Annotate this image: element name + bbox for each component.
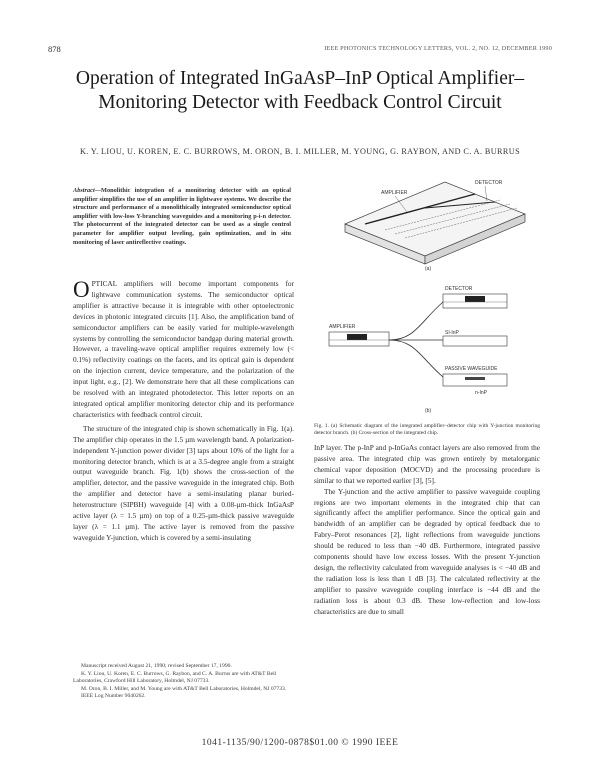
page-number: 878 [48,44,61,54]
footnotes [73,663,294,701]
journal-header: IEEE PHOTONICS TECHNOLOGY LETTERS, VOL. 2, NO. 12, DECEMBER 1990 [324,45,552,52]
label-ninp: n-InP [475,390,487,396]
label-waveguide: PASSIVE WAVEGUIDE [445,366,498,372]
copyright-footer: 1041-1135/90/1200-0878$01.00 © 1990 IEEE [201,738,399,748]
abstract-text: Monolithic integration of a monitoring detector with an optical amplifier simplifies the use of an amplifier in lightwave systems. We describe the structure and performance of a monolithically integrated semiconductor optical amplifier with low-loss Y-branching waveguides and a monitoring p-i-n detector. The photocurrent of the integrated detector can be used as a single control parameter for amplifier output leveling, gain optimization, and in situ monitoring of laser antireflective coatings. [73,187,291,246]
figure-1a-chip-schematic [345,180,525,272]
label-detector-section: DETECTOR [445,286,473,292]
intro-paragraph [73,279,294,421]
structure-paragraph: The structure of the integrated chip is shown schematically in Fig. 1(a). The amplifier chip operates in the 1.5 µm wavelength band. A polarization-independent Y-junction power divider [3] taps about 10% of the light for a monitoring detector branch, which is at a 3.5-degree angle from a straight output waveguide branch. Fig. 1(b) shows the cross-section of the amplifier, detector, and the passive waveguide in the integrated chip. Both the amplifier and detector have a semi-insulating planar buried-heterostructure (SIPBH) waveguide [4] with a 0.08-µm-thick InGaAsP active layer (λ = 1.5 µm) on top of a 0.25-µm-thick passive waveguide layer (λ = 1.1 µm). The active layer is removed from the passive waveguide Y-junction, which is covered by a semi-insulating [73,423,294,542]
right-paragraph-2: The Y-junction and the active amplifier to passive waveguide coupling regions are two important elements in the integrated chip that can significantly affect the amplifier performance. Since the optical gain and bandwidth of an amplifier can be degraded by optical feedback due to Fabry–Perot resonances [2], light reflections from waveguide junctions should be reduced to less than −40 dB. Furthermore, integrated passive components should have low excess losses. With the present Y-junction design, the reflectivity calculated from waveguide analyses is < −40 dB and the radiation loss is less than 1 dB [3]. The calculated reflectivity at the amplifier to passive waveguide coupling interface is −44 dB and the radiation loss is about 0.3 dB. These low-reflection and low-loss characteristics are due to small [314,486,540,616]
abstract-label: Abstract— [73,187,101,194]
figure-caption: Fig. 1. (a) Schematic diagram of the integrated amplifier–detector chip with Y-junction monitoring detector branch. (b) Cross-section of the integrated chip. [314,423,540,436]
label-detector: DETECTOR [475,180,503,186]
label-b: (b) [425,408,432,414]
footnote-ieee-log: IEEE Log Number 9040262. [81,693,146,700]
label-a: (a) [425,266,432,272]
right-paragraph-1: InP layer. The p-InP and p-InGaAs contact layers are also removed from the passive area. The integrated chip was grown entirely by metalorganic chemical vapor deposition (MOCVD) and the processing procedure is similar to that we reported earlier [3], [5]. [314,443,540,485]
drop-cap: O [73,277,90,302]
author-list: K. Y. LIOU, U. KOREN, E. C. BURROWS, M. ORON, B. I. MILLER, M. YOUNG, G. RAYBON, AND C. A. BURRUS [79,147,521,156]
footnote-manuscript: Manuscript received August 21, 1990; revised September 17, 1990. [81,663,232,669]
paper-title: Operation of Integrated InGaAsP–InP Optical Amplifier–Monitoring Detector with Feedback Control Circuit [75,68,525,113]
intro-text: PTICAL amplifiers will become important components for lightwave communication systems. The semiconductor optical amplifier is attractive because it is integrable with other optoelectronic devices in photonic integrated circuits [1]. Also, the amplification band of semiconductor amplifiers can be easily varied for multiple-wavelength systems by controlling the semiconductor bandgap during material growth. However, a traveling-wave optical amplifier requires extremely low (< 0.1%) reflectivity coatings on the facets, and its optical gain is dependent on the injection current, device temperature, and the polarization of the input light, e.g., [2]. We demonstrate here that all these complications can be resolved with an integrated photodetector. This letter reports on an integrated optical amplifier monitoring detector chip and its performance characteristics with feedback control circuit. [73,279,294,419]
label-amplifier-section: AMPLIFIER [329,324,356,330]
label-sipbh: SI-InP [445,330,459,336]
abstract [73,187,291,247]
footnote-affiliation-2: M. Oron, B. I. Miller, and M. Young are with AT&T Bell Laboratories, Holmdel, NJ 07733. [81,685,287,692]
figure-1b-cross-section [329,286,507,414]
figure-1 [325,172,545,420]
body-left-column [73,279,294,544]
footnote-affiliation-1: K. Y. Liou, U. Koren, E. C. Burrows, G. Raybon, and C. A. Burrus are with AT&T Bell Laboratories, Crawford Hill Laboratory, Holmdel, NJ 07733. [73,670,277,685]
label-amplifier: AMPLIFIER [381,190,408,196]
body-right-column [314,443,540,618]
